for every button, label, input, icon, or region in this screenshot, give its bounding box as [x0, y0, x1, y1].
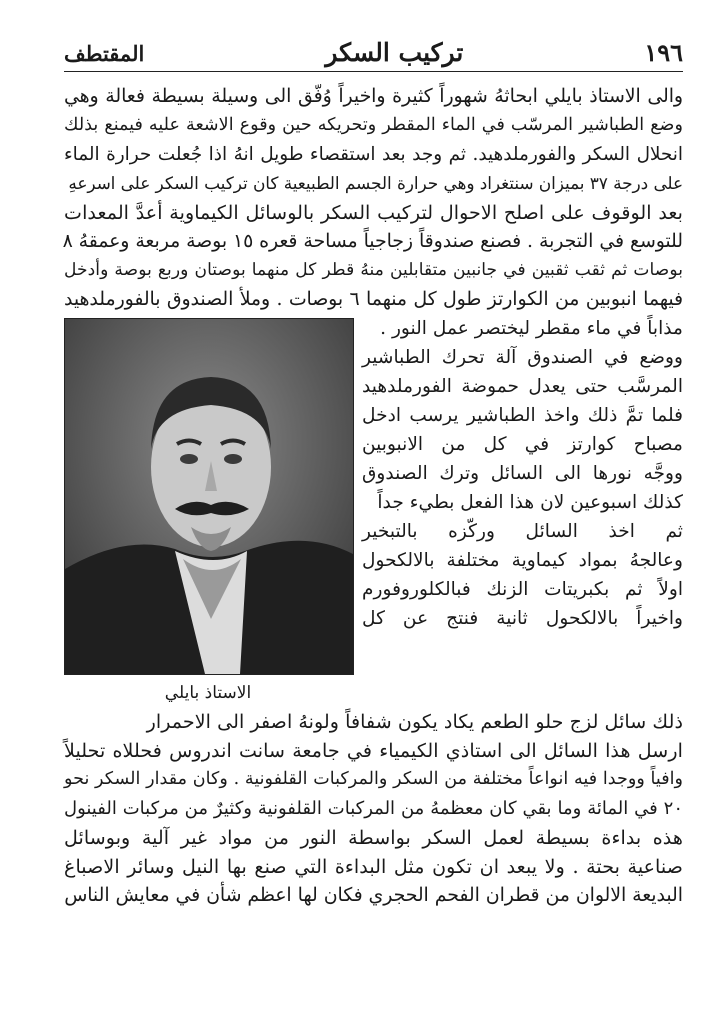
text-line: وضع الطباشير المرسّب في الماء المقطر وتحريكه حين وقوع الاشعة عليه فيمنع بذلك — [64, 115, 683, 135]
text-line: اولاً ثم بكبريتات الزنك فبالكلوروفورم — [362, 579, 683, 600]
figure-caption: الاستاذ بايلي — [164, 683, 252, 703]
text-line: واخيراً بالالكحول ثانية فنتج عن كل — [362, 608, 683, 629]
text-line: البديعة الالوان من قطران الفحم الحجري فكان لها اعظم شأن في معايش الناس — [64, 885, 683, 906]
text-line: ٢٠ في المائة وما بقي كان معظمهُ من المركبات القلفونية وكثيرٌ من مركبات الفينول — [64, 798, 683, 819]
top-paragraphs — [64, 82, 683, 314]
text-line: مذاباً في ماء مقطر ليختصر عمل النور . — [380, 318, 683, 339]
text-line: بعد الوقوف على اصلح الاحوال لتركيب السكر بالوسائل الكيماوية أعدَّ المعدات — [64, 201, 683, 224]
text-line: للتوسع في التجربة . فصنع صندوقاً زجاجياً مساحة قعره ١٥ بوصة مربعة وعمقهُ ٨ — [62, 231, 683, 252]
text-line: بوصات ثم ثقب ثقبين في جانبين متقابلين منهُ قطر كل منهما بوصتان وربع بوصة وأدخل — [64, 260, 683, 280]
text-line: ووضع في الصندوق آلة تحرك الطباشير — [362, 347, 683, 368]
text-line: والى الاستاذ بايلي ابحاثهُ شهوراً كثيرة واخيراً وُفّق الى وسيلة بسيطة فعالة وهي — [64, 86, 683, 107]
portrait-figure — [64, 314, 352, 707]
text-line: صناعية بحتة . ولا يبعد ان تكون مثل البداءة التي صنع بها النيل وسائر الاصباغ — [64, 855, 683, 878]
text-line: وعالجهُ بمواد كيماوية مختلفة بالالكحول — [362, 550, 683, 571]
text-line: مصباح كوارتز في كل من الانبوبين — [362, 434, 683, 455]
bottom-paragraphs — [64, 707, 683, 910]
text-line: انحلال السكر والفورملدهيد. ثم وجد بعد استقصاء طويل انهُ اذا جُعلت حرارة الماء — [64, 144, 683, 165]
text-line: ثم اخذ السائل وركّزه بالتبخير — [362, 521, 683, 542]
portrait-photo — [64, 318, 354, 675]
text-line: ذلك سائل لزج حلو الطعم يكاد يكون شفافاً ولونهُ اصفر الى الاحمرار — [146, 710, 683, 733]
text-line: على درجة ٣٧ بميزان سنتغراد وهي حرارة الجسم الطبيعية كان تركيب السكر على اسرعهِ — [68, 173, 683, 193]
text-line: فيهما انبوبين من الكوارتز طول كل منهما ٦ بوصات . وملأ الصندوق بالفورملدهيد — [64, 289, 683, 310]
page-number: ١٩٦ — [644, 38, 683, 67]
article-title: تركيب السكر — [325, 38, 464, 67]
text-line: المرسَّب حتى يعدل حموضة الفورملدهيد — [362, 376, 683, 397]
text-line: هذه بداءة بسيطة لعمل السكر بواسطة النور من مواد غير آلية وبوسائل — [64, 826, 683, 849]
text-line: ووجَّه نورها الى السائل وترك الصندوق — [362, 463, 683, 484]
text-line: ارسل هذا السائل الى استاذي الكيمياء في جامعة سانت اندروس فحللاه تحليلاً — [64, 739, 683, 762]
page-header — [64, 38, 683, 72]
side-column — [362, 314, 683, 707]
text-line: كذلك اسبوعين لان هذا الفعل بطيء جداً — [377, 492, 683, 513]
text-with-figure — [64, 314, 683, 707]
magazine-name: المقتطف — [64, 41, 145, 66]
portrait-illustration — [65, 319, 353, 674]
text-line: فلما تمَّ ذلك واخذ الطباشير يرسب ادخل — [362, 405, 683, 426]
text-line: وافياً ووجدا فيه انواعاً مختلفة من السكر والمركبات القلفونية . وكان مقدار السكر نحو — [64, 769, 683, 789]
